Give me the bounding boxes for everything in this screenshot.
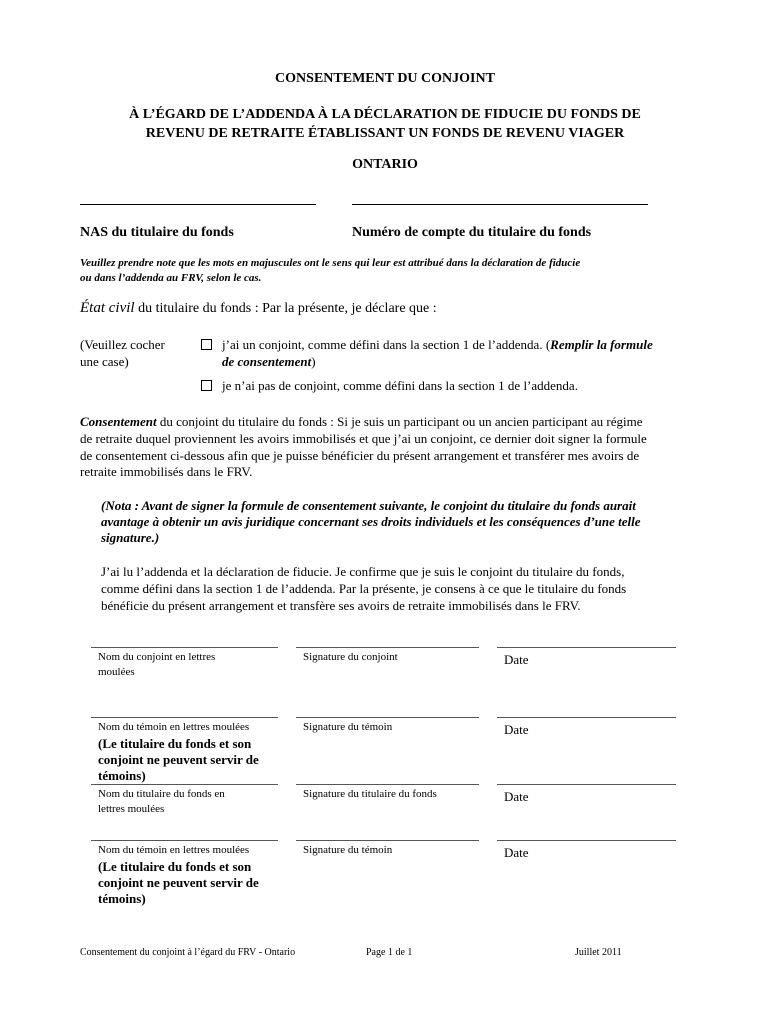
legal-note-line1: (Nota : Avant de signer la formule de consentement suivante, le conjoint du titulaire du fonds aurait bbox=[101, 498, 636, 513]
witness2-note-line3: témoins) bbox=[98, 891, 146, 906]
witness1-note-line3: témoins) bbox=[98, 768, 146, 783]
document-subtitle-line2: REVENU DE RETRAITE ÉTABLISSANT UN FONDS DE REVENU VIAGER bbox=[145, 126, 625, 141]
declaration-line2: comme défini dans la section 1 de l’addenda. Par la présente, je consens à ce que le titulaire du fonds bbox=[101, 581, 627, 596]
witness2-name-label: Nom du témoin en lettres moulées bbox=[98, 844, 250, 856]
check-instruction-line1: (Veuillez cocher bbox=[80, 337, 165, 352]
witness2-date-line[interactable] bbox=[497, 840, 676, 841]
witness1-date-label: Date bbox=[504, 722, 529, 737]
holder-signature-line[interactable] bbox=[296, 784, 479, 785]
nas-field-line[interactable] bbox=[80, 204, 316, 205]
has-spouse-option-bold-2: de consentement bbox=[222, 354, 312, 369]
has-spouse-option-line2 bbox=[222, 353, 316, 370]
capitals-note-line1: Veuillez prendre note que les mots en majuscules ont le sens qui leur est attribué dans la déclaration de fiducie bbox=[80, 257, 581, 269]
consent-line1-text: du conjoint du titulaire du fonds : Si je suis un participant ou un ancien participant au régime bbox=[156, 414, 643, 429]
witness1-name-label: Nom du témoin en lettres moulées bbox=[98, 721, 250, 733]
declaration-line1: J’ai lu l’addenda et la déclaration de fiducie. Je confirme que je suis le conjoint du titulaire du fonds, bbox=[101, 564, 625, 579]
province-heading: ONTARIO bbox=[352, 157, 418, 172]
document-subtitle-line1: À L’ÉGARD DE L’ADDENDA À LA DÉCLARATION DE FIDUCIE DU FONDS DE bbox=[129, 107, 641, 122]
spouse-date-label: Date bbox=[504, 652, 529, 667]
footer-page-number: Page 1 de 1 bbox=[366, 947, 413, 958]
witness1-signature-label: Signature du témoin bbox=[303, 721, 393, 733]
legal-note-line3: signature.) bbox=[101, 530, 160, 545]
holder-name-line[interactable] bbox=[91, 784, 278, 785]
spouse-name-label-line1: Nom du conjoint en lettres bbox=[98, 651, 216, 663]
spouse-signature-line[interactable] bbox=[296, 647, 479, 648]
footer-date: Juillet 2011 bbox=[575, 947, 622, 958]
has-spouse-option-text: j’ai un conjoint, comme défini dans la section 1 de l’addenda. ( bbox=[222, 337, 551, 352]
nas-label: NAS du titulaire du fonds bbox=[80, 225, 234, 240]
holder-signature-label: Signature du titulaire du fonds bbox=[303, 788, 437, 800]
legal-note-line2: avantage à obtenir un avis juridique concernant ses droits individuels et les conséquences d’une telle bbox=[101, 514, 641, 529]
spouse-signature-label: Signature du conjoint bbox=[303, 651, 398, 663]
no-spouse-option: je n’ai pas de conjoint, comme défini dans la section 1 de l’addenda. bbox=[222, 378, 578, 393]
witness2-date-label: Date bbox=[504, 845, 529, 860]
holder-date-line[interactable] bbox=[497, 784, 676, 785]
consent-heading: Consentement bbox=[80, 414, 157, 429]
document-title: CONSENTEMENT DU CONJOINT bbox=[275, 71, 495, 86]
civil-status-declaration: du titulaire du fonds : Par la présente, je déclare que : bbox=[134, 301, 437, 316]
witness1-note-line1: (Le titulaire du fonds et son bbox=[98, 736, 252, 751]
witness2-note-line2: conjoint ne peuvent servir de bbox=[98, 875, 259, 890]
account-number-field-line[interactable] bbox=[352, 204, 648, 205]
witness2-name-line[interactable] bbox=[91, 840, 278, 841]
has-spouse-option-line1 bbox=[222, 336, 653, 353]
holder-date-label: Date bbox=[504, 789, 529, 804]
spouse-name-line[interactable] bbox=[91, 647, 278, 648]
holder-name-label-line2: lettres moulées bbox=[98, 803, 165, 815]
check-instruction-line2: une case) bbox=[80, 354, 129, 369]
witness1-name-line[interactable] bbox=[91, 717, 278, 718]
witness2-note-line1: (Le titulaire du fonds et son bbox=[98, 859, 252, 874]
witness1-note-line2: conjoint ne peuvent servir de bbox=[98, 752, 259, 767]
account-number-label: Numéro de compte du titulaire du fonds bbox=[352, 225, 592, 240]
has-spouse-option-bold: Remplir la formule bbox=[550, 337, 653, 352]
has-spouse-checkbox[interactable] bbox=[201, 339, 212, 350]
witness2-signature-line[interactable] bbox=[296, 840, 479, 841]
civil-status-label: État civil bbox=[80, 300, 135, 316]
civil-status-heading bbox=[80, 300, 437, 317]
witness1-signature-line[interactable] bbox=[296, 717, 479, 718]
has-spouse-option-close: ) bbox=[311, 354, 316, 369]
consent-line4: retraite immobilisés dans le FRV. bbox=[80, 464, 253, 479]
consent-line3: de consentement ci-dessous afin que je puisse bénéficier du présent arrangement et transférer mes avoirs de bbox=[80, 448, 640, 463]
capitals-note-line2: ou dans l’addenda au FRV, selon le cas. bbox=[80, 272, 262, 284]
witness1-date-line[interactable] bbox=[497, 717, 676, 718]
consent-line2: de retraite duquel proviennent les avoirs immobilisés et que j’ai un conjoint, ce dernier doit signer la formule bbox=[80, 431, 647, 446]
footer-document-name: Consentement du conjoint à l’égard du FRV - Ontario bbox=[80, 947, 296, 958]
witness2-signature-label: Signature du témoin bbox=[303, 844, 393, 856]
no-spouse-checkbox[interactable] bbox=[201, 380, 212, 391]
holder-name-label-line1: Nom du titulaire du fonds en bbox=[98, 788, 225, 800]
spouse-name-label-line2: moulées bbox=[98, 666, 135, 678]
spouse-date-line[interactable] bbox=[497, 647, 676, 648]
declaration-line3: bénéficie du présent arrangement et transfère ses avoirs de retraite immobilisés dans le FRV. bbox=[101, 598, 581, 613]
consent-line1 bbox=[80, 413, 643, 430]
